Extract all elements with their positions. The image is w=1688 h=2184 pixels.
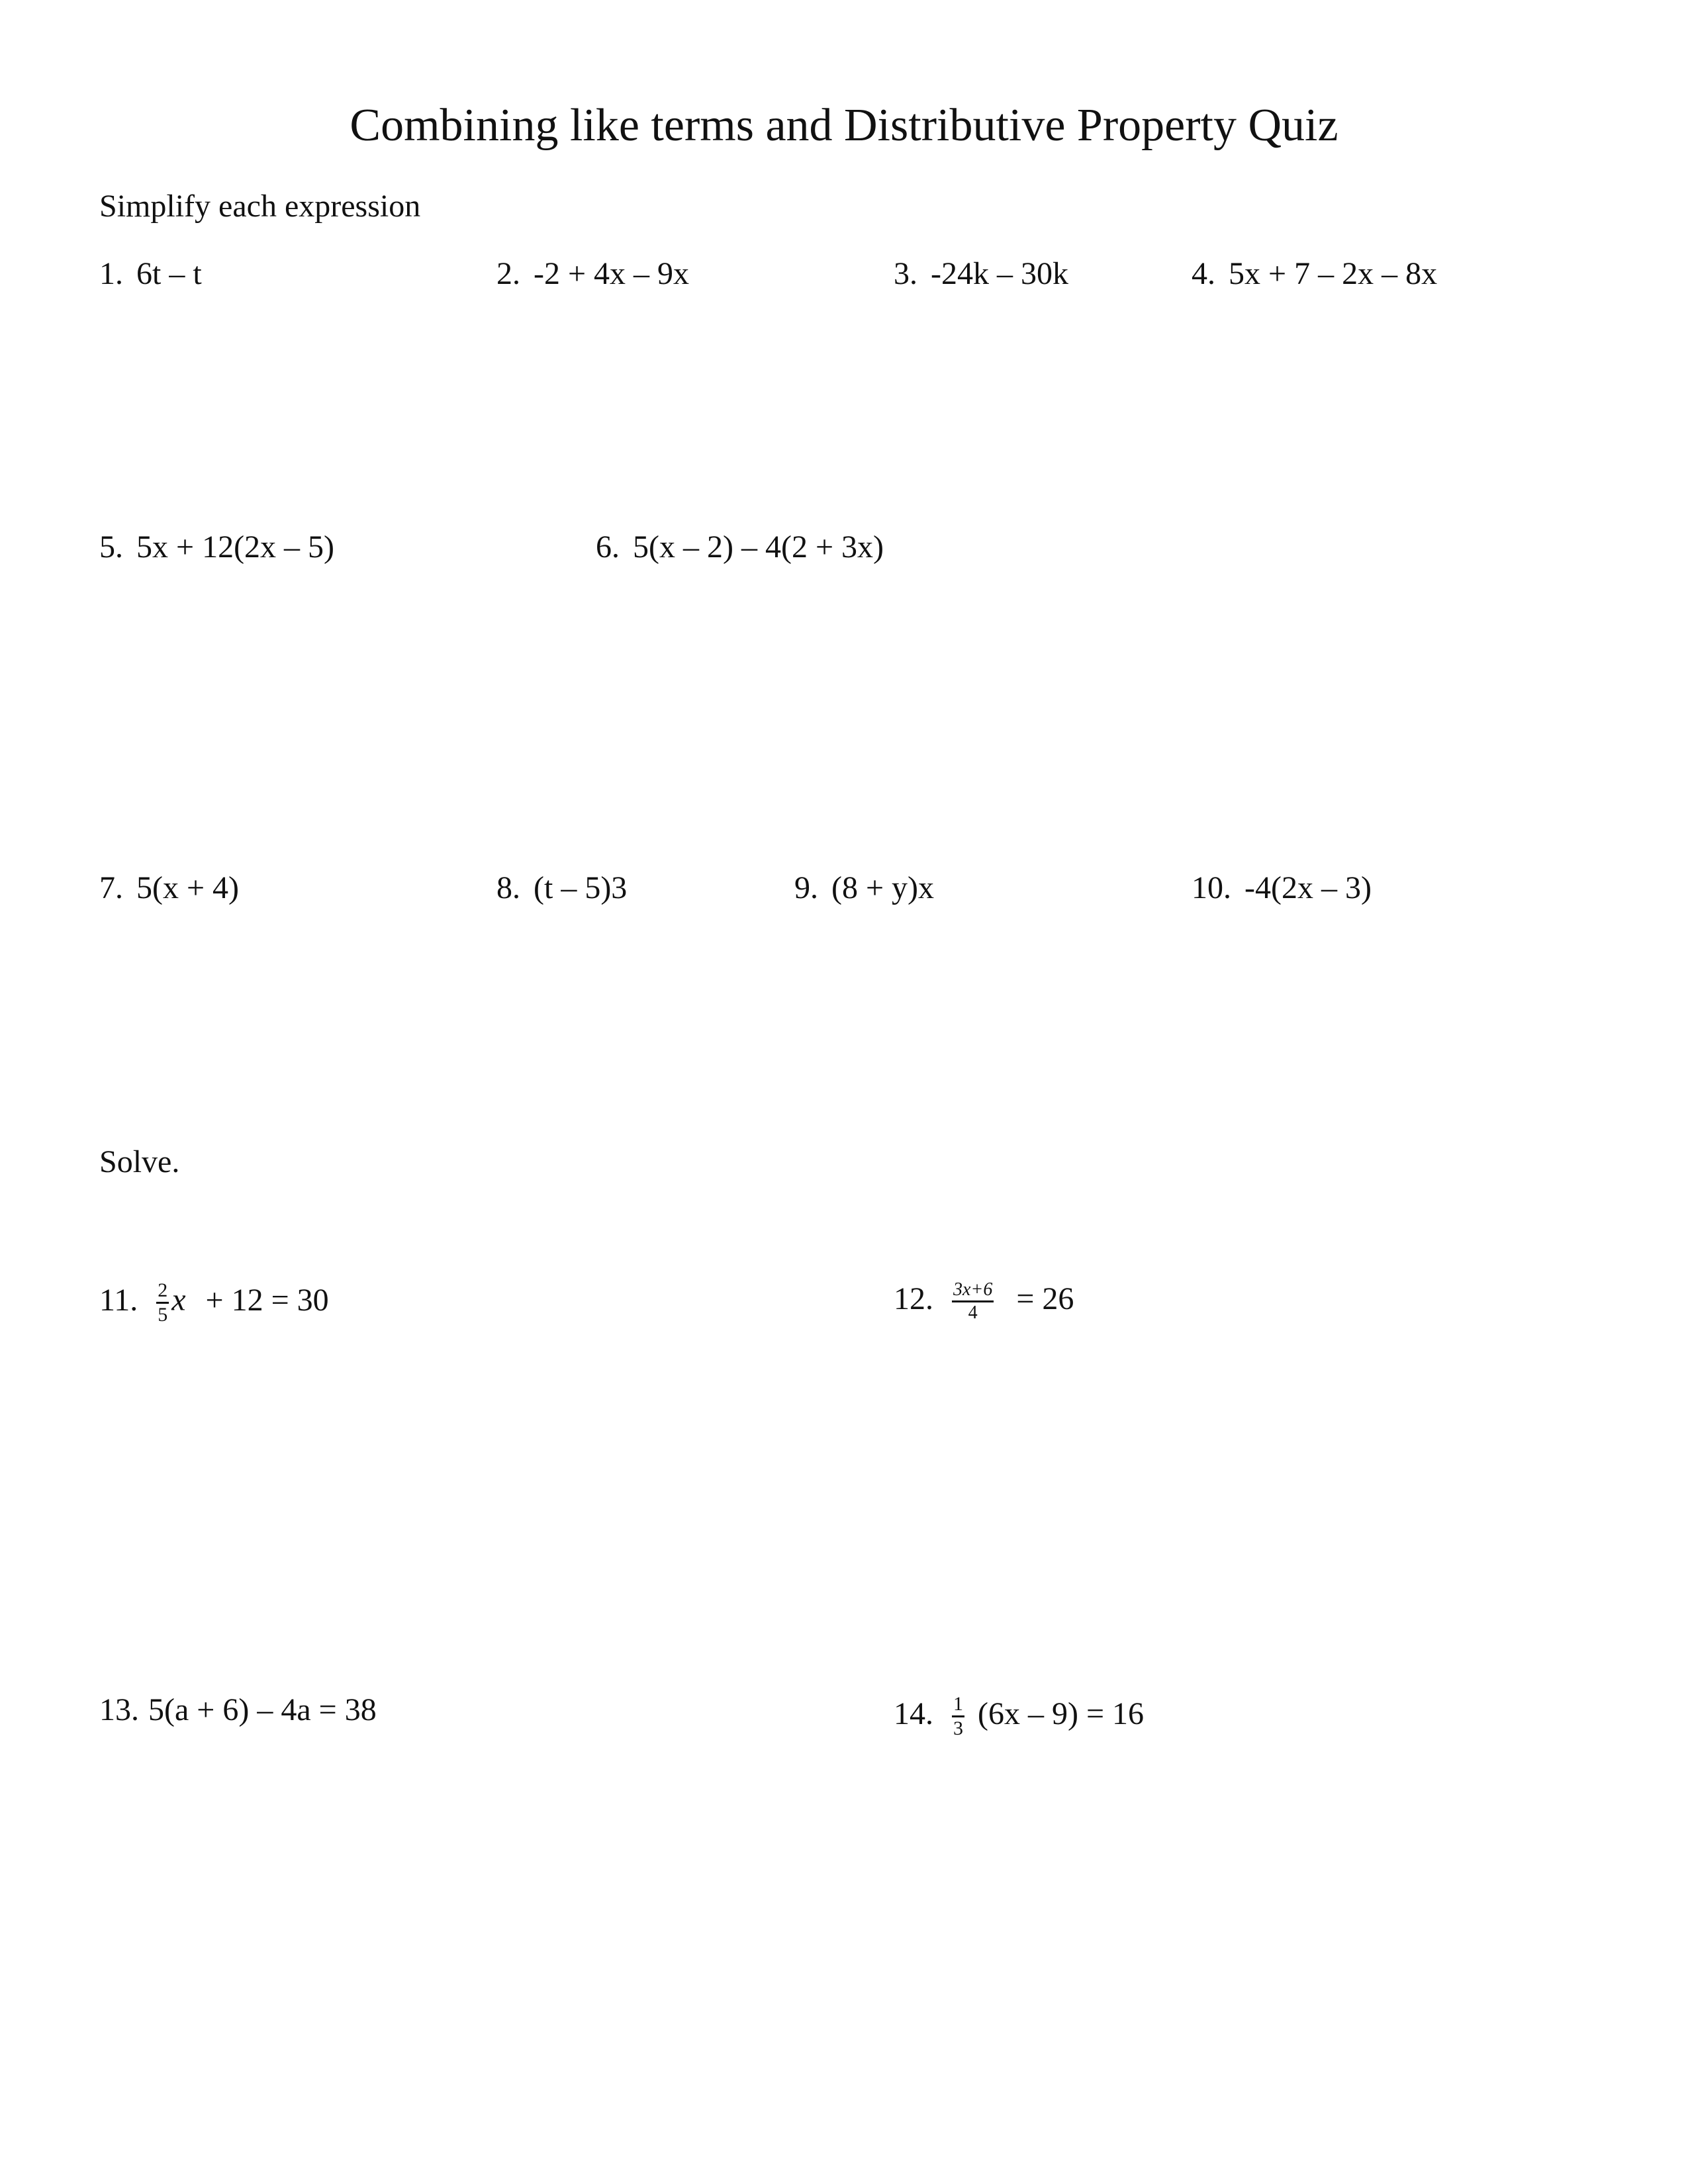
- problem-11: [99, 1281, 329, 1325]
- section-heading-solve: Solve.: [99, 1144, 180, 1179]
- fraction: [952, 1281, 994, 1322]
- problem-number: 1.: [99, 256, 123, 291]
- section-heading-simplify: Simplify each expression: [99, 189, 421, 224]
- problem-3: [894, 258, 1068, 290]
- problem-number: 7.: [99, 870, 123, 905]
- problem-expression: (6x – 9) = 16: [978, 1696, 1145, 1731]
- problem-expression: 5(x – 2) – 4(2 + 3x): [633, 529, 884, 565]
- problem-expression: + 12 = 30: [205, 1282, 329, 1318]
- problem-10: [1192, 872, 1372, 904]
- problem-7: [99, 872, 239, 904]
- problem-1: [99, 258, 202, 290]
- problem-12: [894, 1281, 1074, 1322]
- problem-expression: -4(2x – 3): [1244, 870, 1372, 905]
- problem-number: 4.: [1192, 256, 1215, 291]
- fraction-numerator: 3x+6: [952, 1281, 994, 1302]
- fraction: [952, 1694, 964, 1739]
- fraction-denominator: 5: [158, 1304, 168, 1326]
- fraction-numerator: 1: [952, 1694, 964, 1717]
- problem-variable: x: [171, 1282, 186, 1318]
- problem-9: [794, 872, 934, 904]
- fraction: [156, 1281, 169, 1325]
- fraction-denominator: 4: [968, 1302, 978, 1323]
- problem-expression: = 26: [1016, 1281, 1074, 1316]
- problem-number: 5.: [99, 529, 123, 565]
- problem-4: [1192, 258, 1437, 290]
- problem-number: 3.: [894, 256, 917, 291]
- problem-number: 14.: [894, 1696, 933, 1731]
- problem-5: [99, 531, 334, 563]
- problem-13: [99, 1694, 377, 1726]
- problem-expression: -24k – 30k: [931, 256, 1068, 291]
- problem-6: [596, 531, 884, 563]
- problem-expression: 5(a + 6) – 4a = 38: [148, 1692, 377, 1727]
- problem-14: [894, 1694, 1144, 1739]
- problem-expression: (8 + y)x: [831, 870, 935, 905]
- page-title: Combining like terms and Distributive Property Quiz: [350, 100, 1338, 151]
- problem-8: [496, 872, 627, 904]
- fraction-denominator: 3: [953, 1717, 963, 1739]
- problem-expression: 5x + 12(2x – 5): [136, 529, 335, 565]
- problem-number: 9.: [794, 870, 818, 905]
- problem-number: 2.: [496, 256, 520, 291]
- fraction-numerator: 2: [156, 1281, 169, 1304]
- problem-number: 8.: [496, 870, 520, 905]
- problem-2: [496, 258, 689, 290]
- problem-expression: (t – 5)3: [534, 870, 628, 905]
- problem-number: 13.: [99, 1692, 139, 1727]
- problem-expression: 6t – t: [136, 256, 202, 291]
- problem-number: 6.: [596, 529, 620, 565]
- problem-number: 12.: [894, 1281, 933, 1316]
- problem-expression: 5x + 7 – 2x – 8x: [1229, 256, 1438, 291]
- problem-number: 10.: [1192, 870, 1231, 905]
- problem-expression: -2 + 4x – 9x: [534, 256, 690, 291]
- problem-expression: 5(x + 4): [136, 870, 240, 905]
- problem-number: 11.: [99, 1282, 138, 1318]
